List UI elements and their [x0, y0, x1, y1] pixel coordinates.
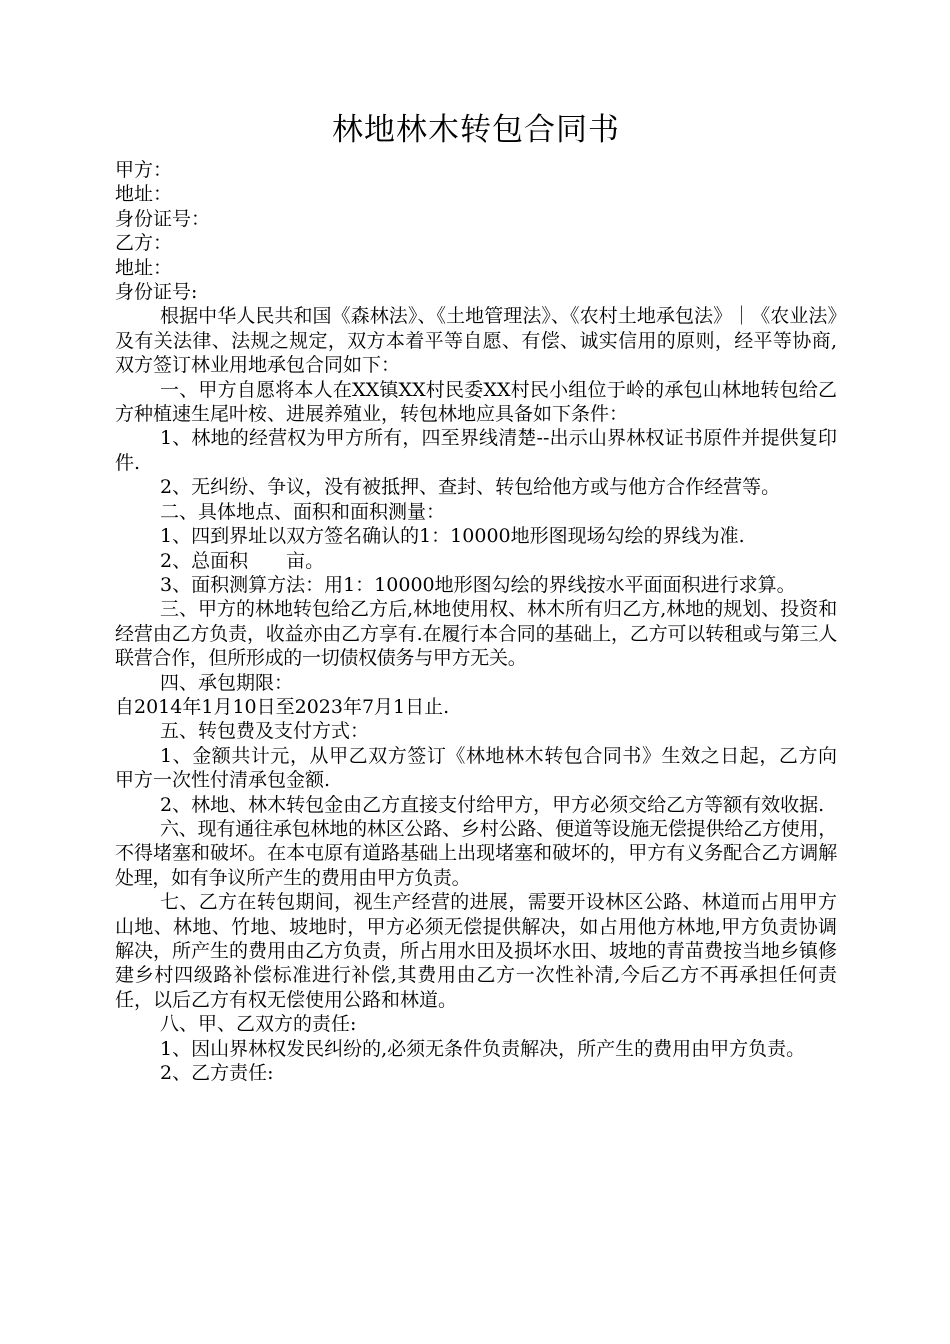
clause-3-paragraph: 三、甲方的林地转包给乙方后,林地使用权、林木所有归乙方,林地的规划、投资和经营由乙方负责，收益亦由乙方享有.在履行本合同的基础上，乙方可以转租或与第三人联营合作，但所形成的一切债权债务与甲方无关。 [115, 598, 837, 670]
contract-document [115, 108, 837, 1085]
document-title: 林地林木转包合同书 [332, 112, 620, 148]
party-b-label: 乙方： [115, 232, 173, 255]
clause-1-item-1: 1、林地的经营权为甲方所有，四至界线清楚--出示山界林权证书原件并提供复印件. [115, 427, 837, 474]
contract-body [115, 304, 837, 1085]
clause-5-item-2: 2、林地、林木转包金由乙方直接支付给甲方，甲方必须交给乙方等额有效收据. [160, 793, 825, 816]
clause-8-heading: 八、甲、乙双方的责任: [160, 1013, 357, 1036]
clause-2-item-3: 3、面积测算方法：用1：10000地形图勾绘的界线按水平面面积进行求算。 [160, 573, 796, 596]
clause-8-item-1: 1、因山界林权发民纠纷的,必须无条件负责解决，所产生的费用由甲方负责。 [160, 1037, 806, 1060]
party-b-id-label: 身份证号: [115, 281, 198, 304]
party-b-address-label: 地址： [115, 256, 173, 279]
clause-1-heading: 一、甲方自愿将本人在XX镇XX村民委XX村民小组位于岭的承包山林地转包给乙方种植速生尾叶桉、进展养殖业，转包林地应具备如下条件： [115, 378, 837, 426]
clause-5-item-1: 1、金额共计元，从甲乙双方签订《林地林木转包合同书》生效之日起，乙方向甲方一次性付清承包金额. [115, 744, 837, 792]
clause-7-paragraph: 七、乙方在转包期间，视生产经营的进展，需要开设林区公路、林道而占用甲方山地、林地、竹地、坡地时，甲方必须无偿提供解决，如占用他方林地,甲方负责协调解决，所产生的费用由乙方负责，所占用水田及损坏水田、坡地的青苗费按当地乡镇修建乡村四级路补偿标准进行补偿,其费用由乙方一次性补清,今后乙方不再承担任何责任，以后乙方有权无偿使用公路和林道。 [115, 891, 838, 1011]
party-info [115, 158, 837, 304]
clause-6-paragraph: 六、现有通往承包林地的林区公路、乡村公路、便道等设施无偿提供给乙方使用，不得堵塞和破坏。在本屯原有道路基础上出现堵塞和破坏的，甲方有义务配合乙方调解处理，如有争议所产生的费用由甲方负责。 [115, 817, 837, 889]
clause-5-heading: 五、转包费及支付方式： [160, 720, 370, 743]
clause-4-heading: 四、承包期限： [160, 671, 294, 694]
party-a-id-label: 身份证号： [115, 207, 211, 230]
party-a-address-label: 地址： [115, 183, 173, 206]
clause-2-item-2: 2、总面积 亩。 [160, 549, 325, 572]
party-a-label: 甲方： [115, 159, 173, 181]
clause-4-period: 自2014年1月10日至2023年7月1日止. [115, 695, 450, 718]
clause-8-item-2: 2、乙方责任: [160, 1062, 274, 1085]
clause-2-heading: 二、具体地点、面积和面积测量： [160, 500, 446, 523]
clause-1-item-2: 2、无纠纷、争议，没有被抵押、查封、转包给他方或与他方合作经营等。 [160, 476, 781, 499]
clause-2-item-1: 1、四到界址以双方签名确认的1：10000地形图现场勾绘的界线为准. [160, 525, 745, 548]
preamble-paragraph: 根据中华人民共和国《森林法》、《土地管理法》、《农村土地承包法》｜《农业法》及有关法律、法规之规定，双方本着平等自愿、有偿、诚实信用的原则，经平等协商,双方签订林业用地承包合同如下： [115, 305, 837, 377]
